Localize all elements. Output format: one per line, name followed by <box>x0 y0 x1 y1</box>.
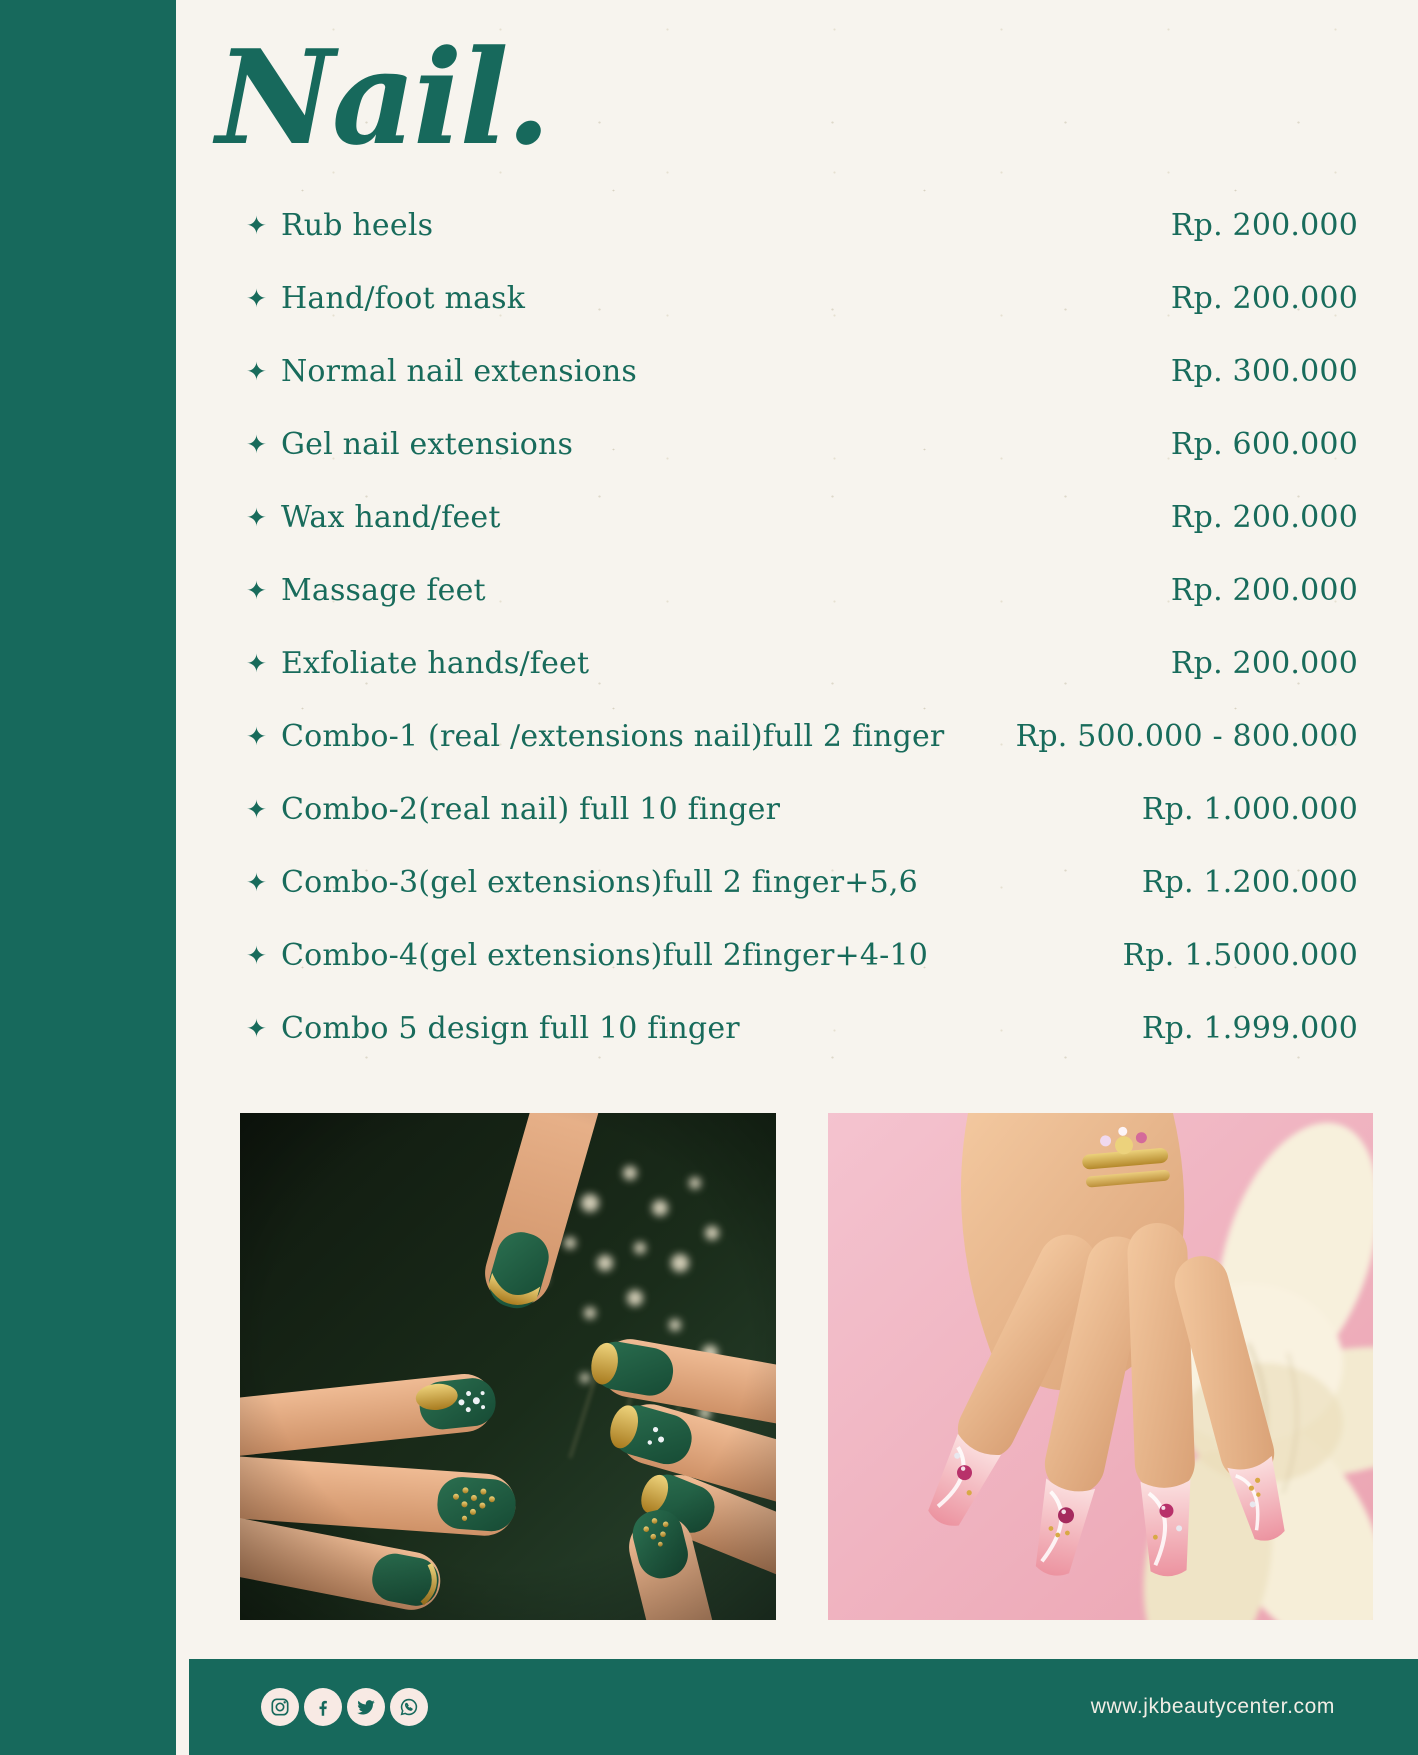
service-row <box>246 425 1358 498</box>
service-row <box>246 1009 1358 1082</box>
service-row <box>246 717 1358 790</box>
sparkle-bullet-icon: ✦ <box>246 503 267 532</box>
service-price: Rp. 500.000 - 800.000 <box>1015 719 1358 754</box>
footer-bar <box>189 1659 1418 1755</box>
social-link-whatsapp[interactable] <box>390 1688 428 1726</box>
service-row <box>246 790 1358 863</box>
sparkle-bullet-icon: ✦ <box>246 211 267 240</box>
green-gold-manicure-photo <box>240 1113 776 1620</box>
service-row <box>246 644 1358 717</box>
facebook-icon <box>312 1696 334 1718</box>
sparkle-bullet-icon: ✦ <box>246 941 267 970</box>
social-link-instagram[interactable] <box>261 1688 299 1726</box>
service-price: Rp. 600.000 <box>1170 427 1358 462</box>
service-name: Rub heels <box>280 208 434 243</box>
sparkle-bullet-icon: ✦ <box>246 430 267 459</box>
service-price: Rp. 300.000 <box>1170 354 1358 389</box>
left-accent-bar <box>0 0 176 1755</box>
service-name: Wax hand/feet <box>280 500 501 535</box>
service-row <box>246 498 1358 571</box>
service-price: Rp. 1.200.000 <box>1141 865 1358 900</box>
service-name: Combo-4(gel extensions)full 2finger+4-10 <box>280 938 929 973</box>
photo-gallery <box>240 1113 1373 1620</box>
social-icons <box>261 1688 428 1726</box>
sparkle-bullet-icon: ✦ <box>246 868 267 897</box>
service-name: Combo-3(gel extensions)full 2 finger+5,6 <box>280 865 918 900</box>
service-row <box>246 571 1358 644</box>
social-link-twitter[interactable] <box>347 1688 385 1726</box>
service-row <box>246 352 1358 425</box>
page-title: Nail. <box>216 21 549 174</box>
service-price: Rp. 200.000 <box>1170 646 1358 681</box>
service-name: Massage feet <box>280 573 486 608</box>
service-name: Exfoliate hands/feet <box>280 646 590 681</box>
service-name: Gel nail extensions <box>280 427 574 462</box>
service-row <box>246 863 1358 936</box>
service-row <box>246 279 1358 352</box>
social-link-facebook[interactable] <box>304 1688 342 1726</box>
service-list <box>246 206 1358 1082</box>
sparkle-bullet-icon: ✦ <box>246 1014 267 1043</box>
website-url: www.jkbeautycenter.com <box>1090 1695 1335 1718</box>
service-name: Hand/foot mask <box>280 281 526 316</box>
service-price: Rp. 200.000 <box>1170 208 1358 243</box>
twitter-icon <box>355 1696 377 1718</box>
service-price: Rp. 1.5000.000 <box>1122 938 1358 973</box>
service-row <box>246 936 1358 1009</box>
instagram-icon <box>269 1696 291 1718</box>
pink-gem-manicure-photo <box>828 1113 1373 1620</box>
whatsapp-icon <box>398 1696 420 1718</box>
service-price: Rp. 200.000 <box>1170 500 1358 535</box>
sparkle-bullet-icon: ✦ <box>246 649 267 678</box>
sparkle-bullet-icon: ✦ <box>246 722 267 751</box>
sparkle-bullet-icon: ✦ <box>246 795 267 824</box>
service-price: Rp. 200.000 <box>1170 281 1358 316</box>
service-price: Rp. 200.000 <box>1170 573 1358 608</box>
service-price: Rp. 1.000.000 <box>1141 792 1358 827</box>
sparkle-bullet-icon: ✦ <box>246 576 267 605</box>
sparkle-bullet-icon: ✦ <box>246 284 267 313</box>
service-name: Combo 5 design full 10 finger <box>280 1011 740 1046</box>
service-price: Rp. 1.999.000 <box>1141 1011 1358 1046</box>
service-name: Combo-2(real nail) full 10 finger <box>280 792 781 827</box>
service-row <box>246 206 1358 279</box>
sparkle-bullet-icon: ✦ <box>246 357 267 386</box>
service-name: Normal nail extensions <box>280 354 637 389</box>
service-name: Combo-1 (real /extensions nail)full 2 finger <box>280 719 945 754</box>
